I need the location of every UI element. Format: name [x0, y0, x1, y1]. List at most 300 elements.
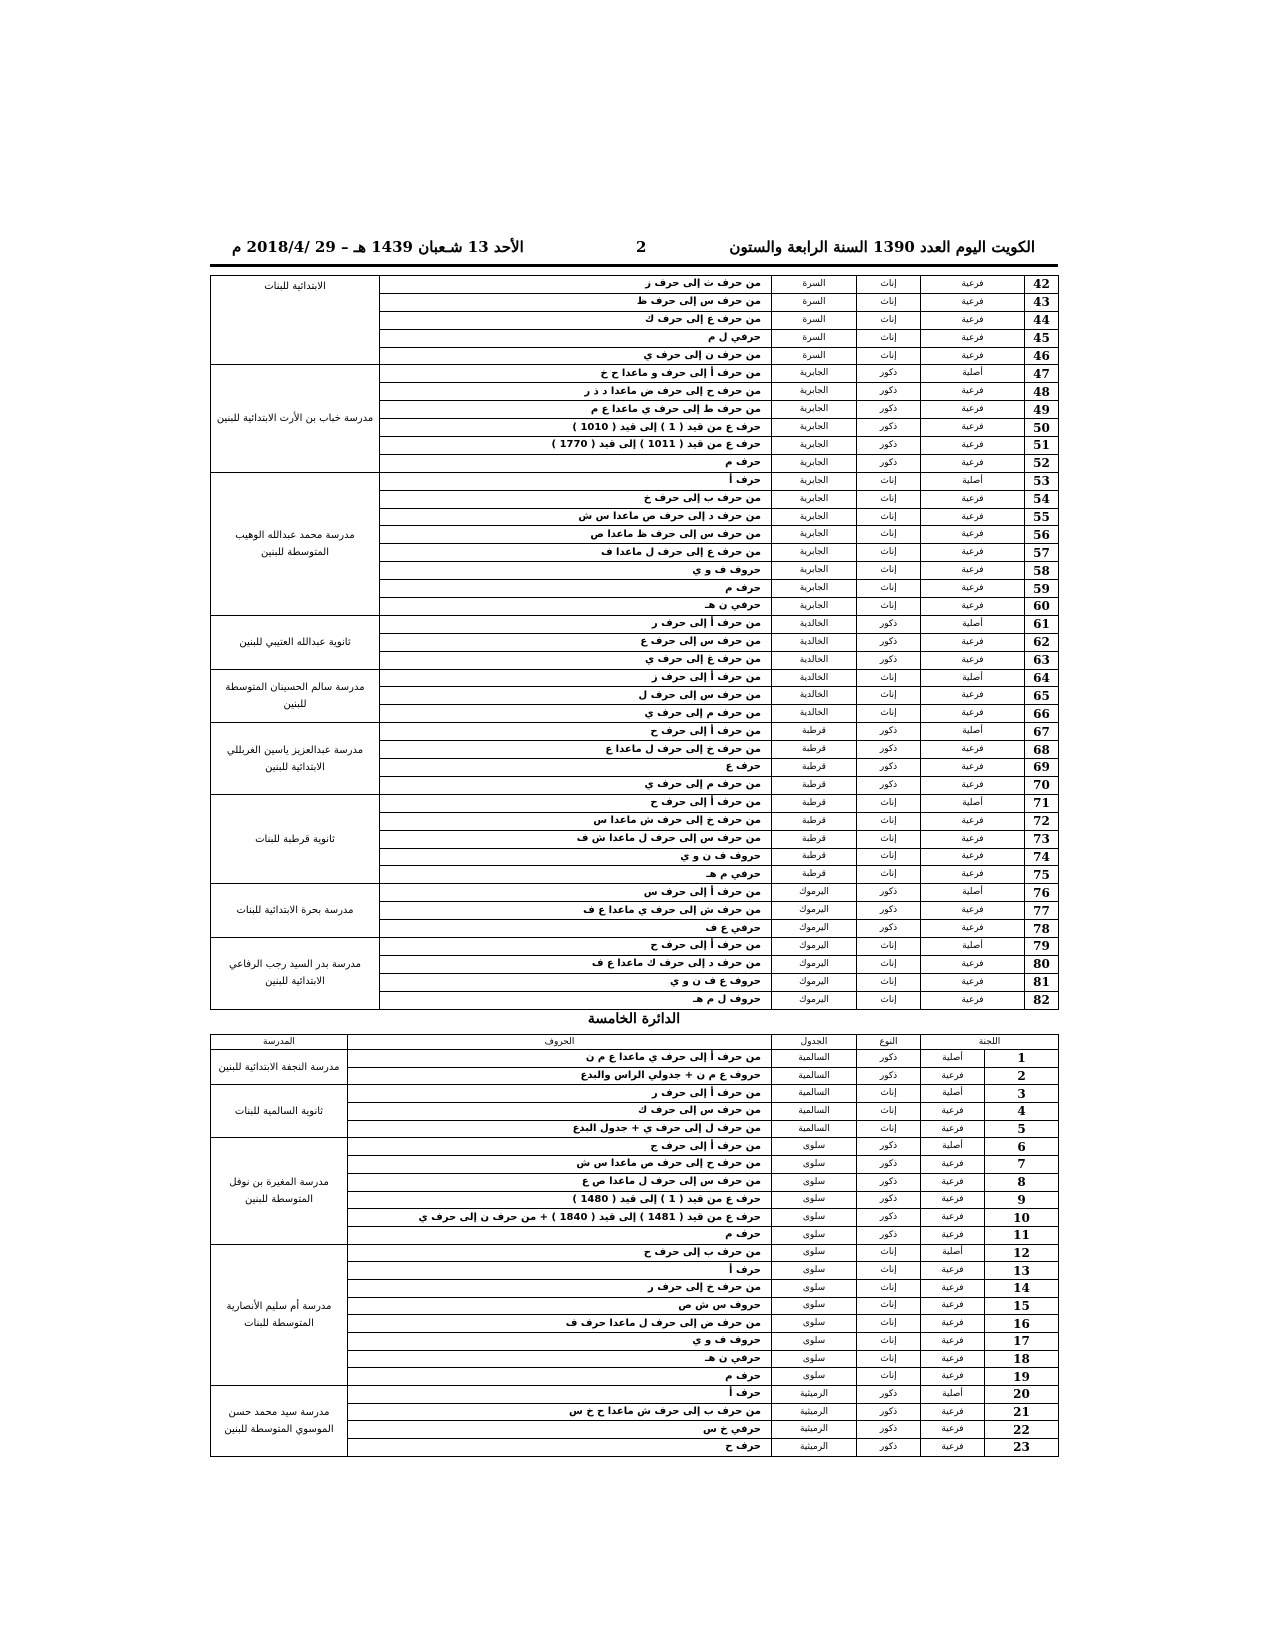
schedule: سلوى: [772, 1138, 857, 1156]
schedule: قرطبة: [772, 812, 857, 830]
schedule: الجابرية: [772, 526, 857, 544]
school-name: مدرسة سيد محمد حسن الموسوي المتوسطة للبنين: [211, 1386, 348, 1457]
letters-range: حرف م: [348, 1226, 772, 1244]
letters-range: من حرف س إلى حرف ل ماعدا ص ع: [348, 1173, 772, 1191]
committee-kind: فرعية: [921, 1439, 985, 1457]
table-row: [211, 276, 1059, 294]
committee-kind: أصلية: [921, 1386, 985, 1404]
schedule: سلوى: [772, 1315, 857, 1333]
schedule: سلوى: [772, 1262, 857, 1280]
gender: إناث: [857, 1315, 921, 1333]
schedule: سلوى: [772, 1297, 857, 1315]
committee-number: 13: [985, 1262, 1059, 1280]
gender: إناث: [857, 1297, 921, 1315]
gender: إناث: [857, 866, 921, 884]
committee-number: 81: [1025, 973, 1059, 991]
committee-number: 6: [985, 1138, 1059, 1156]
committee-number: 42: [1025, 276, 1059, 294]
letters-range: من حرف أ إلى حرف ر: [380, 615, 772, 633]
committee-number: 80: [1025, 955, 1059, 973]
gender: ذكور: [857, 776, 921, 794]
gender: ذكور: [857, 1226, 921, 1244]
gender: ذكور: [857, 759, 921, 777]
schedule: سلوى: [772, 1173, 857, 1191]
committee-number: 76: [1025, 884, 1059, 902]
school-name: مدرسة النجفة الابتدائية للبنين: [211, 1050, 348, 1085]
committee-kind: فرعية: [921, 383, 1025, 401]
schedule: سلوى: [772, 1209, 857, 1227]
letters-range: حرف أ: [380, 472, 772, 490]
schedule: السالمية: [772, 1067, 857, 1085]
letters-range: حروف ف ن و ي: [380, 848, 772, 866]
schedule: سلوى: [772, 1279, 857, 1297]
gender: إناث: [857, 562, 921, 580]
schedule: سلوى: [772, 1350, 857, 1368]
letters-range: حرفي ل م: [380, 329, 772, 347]
schedule: الجابرية: [772, 544, 857, 562]
letters-range: من حرف س إلى حرف ع: [380, 633, 772, 651]
committee-kind: فرعية: [921, 812, 1025, 830]
committee-number: 78: [1025, 920, 1059, 938]
letters-range: من حرف ب إلى حرف ح: [348, 1244, 772, 1262]
schedule: قرطبة: [772, 759, 857, 777]
gender: ذكور: [857, 419, 921, 437]
committee-kind: فرعية: [921, 1103, 985, 1121]
letters-range: حرفي ن هـ: [380, 598, 772, 616]
gender: إناث: [857, 1279, 921, 1297]
letters-range: من حرف غ إلى حرف ي: [380, 651, 772, 669]
letters-range: من حرف ح إلى حرف ص ماعدا س ش: [348, 1156, 772, 1174]
schedule: الرميثية: [772, 1439, 857, 1457]
schedule: قرطبة: [772, 741, 857, 759]
letters-range: من حرف خ إلى حرف ل ماعدا ع: [380, 741, 772, 759]
committee-kind: فرعية: [921, 490, 1025, 508]
schedule: السالمية: [772, 1050, 857, 1068]
committee-kind: فرعية: [921, 544, 1025, 562]
gender: إناث: [857, 973, 921, 991]
school-name: مدرسة بحرة الابتدائية للبنات: [211, 884, 380, 938]
gender: إناث: [857, 293, 921, 311]
letters-range: حرف ع: [380, 759, 772, 777]
committee-number: 15: [985, 1297, 1059, 1315]
gender: ذكور: [857, 741, 921, 759]
letters-range: من حرف أ إلى حرف ر: [348, 1085, 772, 1103]
schedule: اليرموك: [772, 920, 857, 938]
committee-kind: فرعية: [921, 1120, 985, 1138]
committee-kind: فرعية: [921, 1279, 985, 1297]
gender: إناث: [857, 526, 921, 544]
gender: ذكور: [857, 633, 921, 651]
gender: إناث: [857, 598, 921, 616]
committee-number: 67: [1025, 723, 1059, 741]
committee-number: 16: [985, 1315, 1059, 1333]
committee-number: 56: [1025, 526, 1059, 544]
letters-range: من حرف س إلى حرف ظ ماعدا ص: [380, 526, 772, 544]
gender: ذكور: [857, 884, 921, 902]
committee-kind: فرعية: [921, 1262, 985, 1280]
committee-number: 19: [985, 1368, 1059, 1386]
committee-kind: فرعية: [921, 276, 1025, 294]
schedule: السرة: [772, 293, 857, 311]
committee-kind: فرعية: [921, 1368, 985, 1386]
schedule: سلوى: [772, 1191, 857, 1209]
gender: إناث: [857, 329, 921, 347]
committee-number: 66: [1025, 705, 1059, 723]
school-name: مدرسة سالم الحسينان المتوسطة للبنين: [211, 669, 380, 723]
school-name: مدرسة المغيرة بن نوفل المتوسطة للبنين: [211, 1138, 348, 1244]
committee-number: 61: [1025, 615, 1059, 633]
gender: ذكور: [857, 365, 921, 383]
gender: ذكور: [857, 1173, 921, 1191]
letters-range: حرف ع من قيد ( 1481 ) إلى قيد ( 1840 ) + من حرف ن إلى حرف ي: [348, 1209, 772, 1227]
schedule: الجابرية: [772, 508, 857, 526]
committee-number: 59: [1025, 580, 1059, 598]
letters-range: حروف س ش ص: [348, 1297, 772, 1315]
letters-range: من حرف أ إلى حرف و ماعدا ح خ: [380, 365, 772, 383]
gender: ذكور: [857, 902, 921, 920]
letters-range: من حرف أ إلى حرف س: [380, 884, 772, 902]
letters-range: حرف ح: [348, 1439, 772, 1457]
committee-number: 49: [1025, 401, 1059, 419]
gender: ذكور: [857, 1439, 921, 1457]
gender: إناث: [857, 669, 921, 687]
committee-kind: أصلية: [921, 615, 1025, 633]
committee-number: 57: [1025, 544, 1059, 562]
district-title: الدائرة الخامسة: [587, 1011, 681, 1027]
committee-kind: أصلية: [921, 1138, 985, 1156]
schedule: الجابرية: [772, 598, 857, 616]
gender: ذكور: [857, 651, 921, 669]
committee-number: 5: [985, 1120, 1059, 1138]
committee-number: 3: [985, 1085, 1059, 1103]
letters-range: من حرف ب إلى حرف ش ماعدا ح خ س: [348, 1403, 772, 1421]
schedule: قرطبة: [772, 723, 857, 741]
committees-table-district-4: [210, 275, 1059, 1010]
schedule: الجابرية: [772, 454, 857, 472]
letters-range: من حرف م إلى حرف ي: [380, 776, 772, 794]
gender: ذكور: [857, 383, 921, 401]
letters-range: من حرف ع إلى حرف ل ماعدا ف: [380, 544, 772, 562]
committee-kind: فرعية: [921, 454, 1025, 472]
committee-number: 63: [1025, 651, 1059, 669]
schedule: اليرموك: [772, 884, 857, 902]
header-publication-info: الكويت اليوم العدد 1390 السنة الرابعة والستون: [729, 238, 1035, 256]
gender: إناث: [857, 687, 921, 705]
gender: إناث: [857, 347, 921, 365]
schedule: الجابرية: [772, 562, 857, 580]
schedule: السرة: [772, 329, 857, 347]
gender: إناث: [857, 1262, 921, 1280]
committee-number: 2: [985, 1067, 1059, 1085]
committee-kind: فرعية: [921, 633, 1025, 651]
committee-kind: فرعية: [921, 687, 1025, 705]
committee-kind: أصلية: [921, 723, 1025, 741]
gender: إناث: [857, 1333, 921, 1351]
table-row: [211, 1085, 1059, 1103]
schedule: قرطبة: [772, 794, 857, 812]
schedule: الجابرية: [772, 437, 857, 455]
table-row: [211, 937, 1059, 955]
gender: ذكور: [857, 1050, 921, 1068]
gender: إناث: [857, 1085, 921, 1103]
gender: ذكور: [857, 454, 921, 472]
committee-kind: فرعية: [921, 902, 1025, 920]
committee-number: 11: [985, 1226, 1059, 1244]
schedule: الخالدية: [772, 669, 857, 687]
committee-kind: فرعية: [921, 705, 1025, 723]
committee-kind: أصلية: [921, 1085, 985, 1103]
gender: إناث: [857, 490, 921, 508]
committee-kind: فرعية: [921, 508, 1025, 526]
committee-kind: أصلية: [921, 1050, 985, 1068]
committee-number: 62: [1025, 633, 1059, 651]
schedule: قرطبة: [772, 830, 857, 848]
letters-range: من حرف خ إلى حرف ر: [348, 1279, 772, 1297]
gender: ذكور: [857, 1421, 921, 1439]
header-letters: الحروف: [348, 1035, 772, 1050]
schedule: الرميثية: [772, 1386, 857, 1404]
gender: ذكور: [857, 1156, 921, 1174]
committee-kind: فرعية: [921, 1350, 985, 1368]
committee-number: 48: [1025, 383, 1059, 401]
schedule: سلوى: [772, 1244, 857, 1262]
committee-number: 45: [1025, 329, 1059, 347]
gender: إناث: [857, 1350, 921, 1368]
committee-number: 9: [985, 1191, 1059, 1209]
schedule: الجابرية: [772, 580, 857, 598]
letters-range: حرفي خ س: [348, 1421, 772, 1439]
committee-number: 52: [1025, 454, 1059, 472]
gender: إناث: [857, 955, 921, 973]
letters-range: من حرف ن إلى حرف ي: [380, 347, 772, 365]
letters-range: من حرف م إلى حرف ي: [380, 705, 772, 723]
table-row: [211, 884, 1059, 902]
letters-range: من حرف د إلى حرف ك ماعدا ع ف: [380, 955, 772, 973]
letters-range: من حرف ش إلى حرف ي ماعدا ع ف: [380, 902, 772, 920]
gender: ذكور: [857, 437, 921, 455]
committee-number: 60: [1025, 598, 1059, 616]
committee-number: 7: [985, 1156, 1059, 1174]
committee-kind: أصلية: [921, 1244, 985, 1262]
table-row: [211, 794, 1059, 812]
gender: ذكور: [857, 1067, 921, 1085]
committee-number: 43: [1025, 293, 1059, 311]
letters-range: من حرف ث إلى حرف ز: [380, 276, 772, 294]
letters-range: حرف م: [380, 454, 772, 472]
school-name: مدرسة خباب بن الأرت الابتدائية للبنين: [211, 365, 380, 472]
schedule: قرطبة: [772, 848, 857, 866]
schedule: الجابرية: [772, 365, 857, 383]
letters-range: من حرف ط إلى حرف ي ماعدا ع م: [380, 401, 772, 419]
committee-number: 23: [985, 1439, 1059, 1457]
committee-kind: فرعية: [921, 1191, 985, 1209]
committee-kind: فرعية: [921, 1403, 985, 1421]
committee-kind: أصلية: [921, 365, 1025, 383]
committee-kind: فرعية: [921, 991, 1025, 1009]
gender: إناث: [857, 1244, 921, 1262]
table-header-row: [211, 1035, 1059, 1050]
schedule: الرميثية: [772, 1421, 857, 1439]
schedule: اليرموك: [772, 973, 857, 991]
letters-range: حرف أ: [348, 1262, 772, 1280]
committee-number: 70: [1025, 776, 1059, 794]
gender: ذكور: [857, 723, 921, 741]
table-row: [211, 1138, 1059, 1156]
committee-kind: فرعية: [921, 1421, 985, 1439]
gender: ذكور: [857, 1386, 921, 1404]
schedule: الجابرية: [772, 419, 857, 437]
letters-range: حرفي م هـ: [380, 866, 772, 884]
committee-kind: فرعية: [921, 437, 1025, 455]
committees-table-district-5: [210, 1034, 1059, 1457]
schedule: اليرموك: [772, 902, 857, 920]
schedule: السرة: [772, 276, 857, 294]
committee-number: 72: [1025, 812, 1059, 830]
letters-range: من حرف أ إلى حرف ح: [380, 794, 772, 812]
header-rule: [210, 264, 1058, 267]
committee-kind: فرعية: [921, 955, 1025, 973]
committee-kind: فرعية: [921, 651, 1025, 669]
letters-range: من حرف ل إلى حرف ي + جدول البدع: [348, 1120, 772, 1138]
letters-range: من حرف س إلى حرف ل: [380, 687, 772, 705]
schedule: سلوى: [772, 1368, 857, 1386]
committee-number: 73: [1025, 830, 1059, 848]
committee-kind: أصلية: [921, 937, 1025, 955]
gender: إناث: [857, 276, 921, 294]
letters-range: من حرف أ إلى حرف ح: [380, 937, 772, 955]
schedule: الخالدية: [772, 651, 857, 669]
table-row: [211, 365, 1059, 383]
school-name: الابتدائية للبنات: [211, 276, 380, 365]
committee-number: 71: [1025, 794, 1059, 812]
committee-kind: فرعية: [921, 347, 1025, 365]
schedule: السرة: [772, 347, 857, 365]
committee-number: 17: [985, 1333, 1059, 1351]
letters-range: من حرف س إلى حرف ل ماعدا ش ف: [380, 830, 772, 848]
gender: إناث: [857, 794, 921, 812]
school-name: ثانوية السالمية للبنات: [211, 1085, 348, 1138]
header-committee: اللجنة: [921, 1035, 1059, 1050]
committee-kind: فرعية: [921, 311, 1025, 329]
letters-range: من حرف س إلى حرف ك: [348, 1103, 772, 1121]
gender: إناث: [857, 937, 921, 955]
letters-range: من حرف د إلى حرف ص ماعدا س ش: [380, 508, 772, 526]
letters-range: من حرف ع إلى حرف ك: [380, 311, 772, 329]
committee-number: 64: [1025, 669, 1059, 687]
committee-kind: فرعية: [921, 848, 1025, 866]
committee-number: 47: [1025, 365, 1059, 383]
gender: إناث: [857, 1120, 921, 1138]
committee-number: 58: [1025, 562, 1059, 580]
gender: إناث: [857, 580, 921, 598]
gender: ذكور: [857, 1138, 921, 1156]
committee-number: 51: [1025, 437, 1059, 455]
letters-range: حرف أ: [348, 1386, 772, 1404]
schedule: الجابرية: [772, 383, 857, 401]
schedule: سلوى: [772, 1333, 857, 1351]
committee-kind: أصلية: [921, 884, 1025, 902]
table-row: [211, 1050, 1059, 1068]
committee-kind: فرعية: [921, 293, 1025, 311]
table-row: [211, 1244, 1059, 1262]
gender: إناث: [857, 1368, 921, 1386]
letters-range: من حرف أ إلى حرف ح: [380, 723, 772, 741]
school-name: مدرسة بدر السيد رجب الرفاعي الابتدائية للبنين: [211, 937, 380, 1009]
table-row: [211, 669, 1059, 687]
committee-number: 10: [985, 1209, 1059, 1227]
letters-range: حروف ف و ي: [380, 562, 772, 580]
committee-kind: فرعية: [921, 776, 1025, 794]
committee-number: 65: [1025, 687, 1059, 705]
header-schedule: الجدول: [772, 1035, 857, 1050]
letters-range: حرفي ع ف: [380, 920, 772, 938]
letters-range: من حرف أ إلى حرف ي ماعدا ع م ن: [348, 1050, 772, 1068]
gender: إناث: [857, 311, 921, 329]
gender: إناث: [857, 812, 921, 830]
gender: إناث: [857, 544, 921, 562]
committee-number: 18: [985, 1350, 1059, 1368]
committee-kind: فرعية: [921, 401, 1025, 419]
committee-number: 74: [1025, 848, 1059, 866]
letters-range: حروف ع ف ن و ي: [380, 973, 772, 991]
schedule: الخالدية: [772, 687, 857, 705]
committee-number: 21: [985, 1403, 1059, 1421]
committee-number: 55: [1025, 508, 1059, 526]
gender: إناث: [857, 508, 921, 526]
committee-kind: فرعية: [921, 419, 1025, 437]
schedule: سلوى: [772, 1226, 857, 1244]
committee-kind: فرعية: [921, 1226, 985, 1244]
page-number: 2: [636, 238, 647, 256]
letters-range: حرف ع من قيد ( 1 ) إلى قيد ( 1010 ): [380, 419, 772, 437]
schedule: اليرموك: [772, 991, 857, 1009]
letters-range: حرفي ن هـ: [348, 1350, 772, 1368]
school-name: مدرسة محمد عبدالله الوهيب المتوسطة للبنين: [211, 472, 380, 615]
committee-number: 53: [1025, 472, 1059, 490]
committee-number: 20: [985, 1386, 1059, 1404]
committee-number: 46: [1025, 347, 1059, 365]
schedule: قرطبة: [772, 776, 857, 794]
gender: ذكور: [857, 1191, 921, 1209]
gender: إناث: [857, 705, 921, 723]
schedule: اليرموك: [772, 937, 857, 955]
committee-number: 4: [985, 1103, 1059, 1121]
schedule: اليرموك: [772, 955, 857, 973]
letters-range: من حرف ض إلى حرف ل ماعدا حرف ف: [348, 1315, 772, 1333]
gender: ذكور: [857, 1403, 921, 1421]
school-name: مدرسة عبدالعزيز ياسين الغربللي الابتدائية للبنين: [211, 723, 380, 795]
committee-kind: فرعية: [921, 830, 1025, 848]
committee-kind: فرعية: [921, 973, 1025, 991]
schedule: السرة: [772, 311, 857, 329]
letters-range: حرف ع من قيد ( 1 ) إلى قيد ( 1480 ): [348, 1191, 772, 1209]
letters-range: من حرف أ إلى حرف ز: [380, 669, 772, 687]
table-row: [211, 1386, 1059, 1404]
committee-kind: فرعية: [921, 920, 1025, 938]
gender: ذكور: [857, 1209, 921, 1227]
committee-kind: فرعية: [921, 741, 1025, 759]
gender: إناث: [857, 848, 921, 866]
committee-kind: فرعية: [921, 1067, 985, 1085]
header-date: الأحد 13 شـعبان 1439 هـ – 29 /2018/4 م: [232, 238, 524, 256]
schedule: الجابرية: [772, 472, 857, 490]
page-header: [232, 236, 1035, 262]
letters-range: من حرف ح إلى حرف ض ماعدا د ذ ر: [380, 383, 772, 401]
letters-range: من حرف خ إلى حرف ش ماعدا س: [380, 812, 772, 830]
letters-range: حرف ع من قيد ( 1011 ) إلى قيد ( 1770 ): [380, 437, 772, 455]
gender: إناث: [857, 830, 921, 848]
committee-kind: فرعية: [921, 329, 1025, 347]
